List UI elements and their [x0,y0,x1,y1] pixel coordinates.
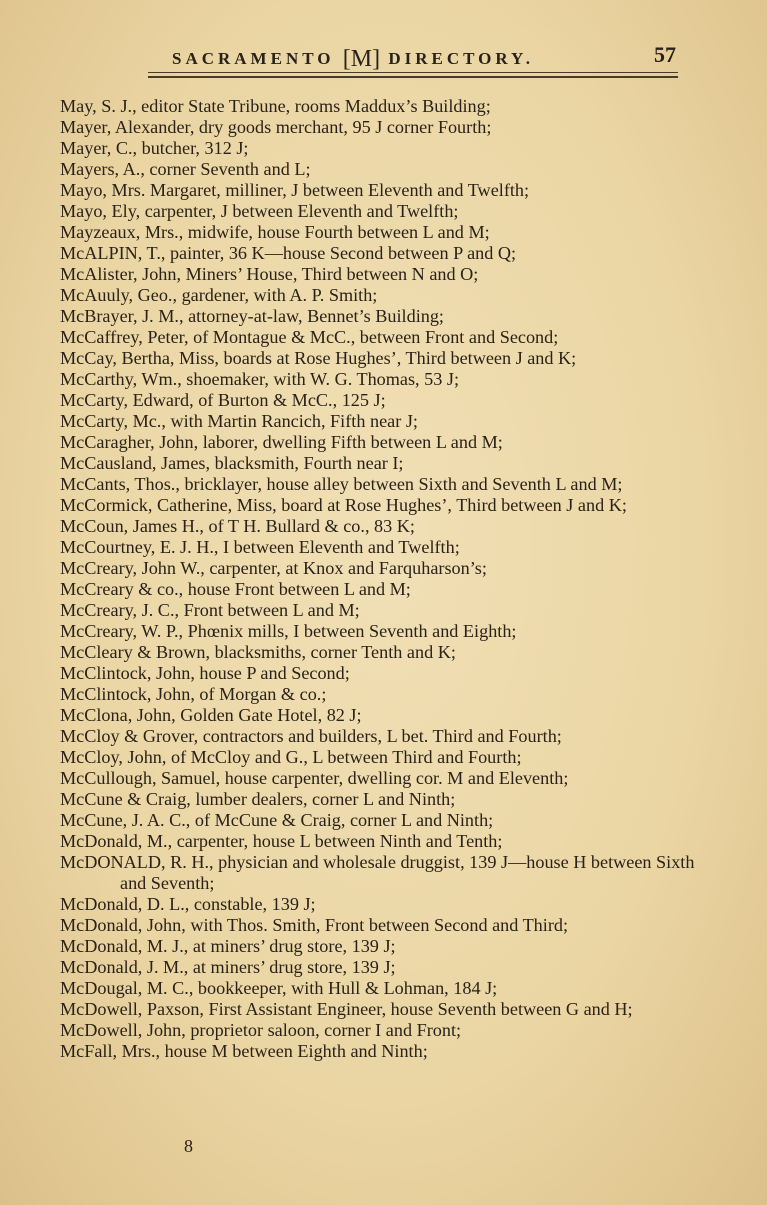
directory-entry: McCarty, Edward, of Burton & McC., 125 J; [60,390,386,410]
directory-entry: McCloy & Grover, contractors and builders, L bet. Third and Fourth; [60,726,562,746]
directory-entry: McCarty, Mc., with Martin Rancich, Fifth near J; [60,411,418,431]
running-head-left: SACRAMENTO [172,49,335,68]
directory-entry: Mayzeaux, Mrs., midwife, house Fourth between L and M; [60,222,490,242]
directory-entry: McAlister, John, Miners’ House, Third between N and O; [60,264,479,284]
directory-entry: May, S. J., editor State Tribune, rooms Maddux’s Building; [60,96,491,116]
directory-entry: McCourtney, E. J. H., I between Eleventh and Twelfth; [60,537,460,557]
directory-entry: McClona, John, Golden Gate Hotel, 82 J; [60,705,362,725]
directory-entry: Mayer, C., butcher, 312 J; [60,138,249,158]
directory-entry: McDougal, M. C., bookkeeper, with Hull & Lohman, 184 J; [60,978,498,998]
page-number: 57 [654,42,676,67]
directory-entry: McCreary & co., house Front between L and M; [60,579,411,599]
running-head [172,46,534,73]
running-head-letter: M [350,46,373,72]
directory-entry: McCreary, W. P., Phœnix mills, I between Seventh and Eighth; [60,621,517,641]
directory-entry: McCreary, John W., carpenter, at Knox and Farquharson’s; [60,558,487,578]
directory-entry: McAuuly, Geo., gardener, with A. P. Smith; [60,285,378,305]
directory-entry: McALPIN, T., painter, 36 K—house Second between P and Q; [60,243,517,263]
directory-entry: McCants, Thos., bricklayer, house alley between Sixth and Seventh L and M; [60,474,623,494]
directory-entry: McCreary, J. C., Front between L and M; [60,600,360,620]
directory-entry: McDonald, John, with Thos. Smith, Front between Second and Third; [60,915,569,935]
directory-entry: McDONALD, R. H., physician and wholesale druggist, 139 J—house H between Sixth and Seventh; [60,852,695,893]
directory-entry: Mayer, Alexander, dry goods merchant, 95 J corner Fourth; [60,117,492,137]
running-head-bracket-open: [ [342,46,351,72]
directory-entry: McClintock, John, of Morgan & co.; [60,684,327,704]
directory-entry: McDonald, J. M., at miners’ drug store, 139 J; [60,957,396,977]
directory-entry: McCormick, Catherine, Miss, board at Rose Hughes’, Third between J and K; [60,495,627,515]
directory-entry: McCoun, James H., of T H. Bullard & co., 83 K; [60,516,415,536]
header-rule-thick [148,76,678,78]
directory-entry: McDonald, M., carpenter, house L between Ninth and Tenth; [60,831,503,851]
directory-entry: Mayo, Mrs. Margaret, milliner, J between Eleventh and Twelfth; [60,180,530,200]
page-header [0,40,767,80]
directory-entry: McCaragher, John, laborer, dwelling Fifth between L and M; [60,432,503,452]
directory-entry: McCune, J. A. C., of McCune & Craig, corner L and Ninth; [60,810,494,830]
running-head-right: DIRECTORY. [388,49,535,68]
running-head-bracket-close: ] [372,46,381,72]
directory-entry: Mayers, A., corner Seventh and L; [60,159,311,179]
directory-entry: McCaffrey, Peter, of Montague & McC., between Front and Second; [60,327,559,347]
directory-entry: McFall, Mrs., house M between Eighth and Ninth; [60,1041,428,1061]
signature-mark: 8 [184,1136,193,1156]
directory-entry: McCleary & Brown, blacksmiths, corner Tenth and K; [60,642,456,662]
directory-entry: McDowell, John, proprietor saloon, corner I and Front; [60,1020,462,1040]
directory-entry: McBrayer, J. M., attorney-at-law, Bennet’s Building; [60,306,444,326]
directory-entry: Mayo, Ely, carpenter, J between Eleventh and Twelfth; [60,201,459,221]
directory-entry: McClintock, John, house P and Second; [60,663,350,683]
directory-entry: McDonald, D. L., constable, 139 J; [60,894,316,914]
directory-entry: McCarthy, Wm., shoemaker, with W. G. Thomas, 53 J; [60,369,460,389]
directory-entry: McCloy, John, of McCloy and G., L between Third and Fourth; [60,747,522,767]
directory-entry: McCay, Bertha, Miss, boards at Rose Hughes’, Third between J and K; [60,348,577,368]
directory-entries [60,96,720,1062]
directory-entry: McCune & Craig, lumber dealers, corner L and Ninth; [60,789,456,809]
directory-entry: McDowell, Paxson, First Assistant Engineer, house Seventh between G and H; [60,999,633,1019]
directory-entry: McDonald, M. J., at miners’ drug store, 139 J; [60,936,396,956]
directory-entry: McCullough, Samuel, house carpenter, dwelling cor. M and Eleventh; [60,768,569,788]
header-rule-thin [148,72,678,73]
directory-entry: McCausland, James, blacksmith, Fourth near I; [60,453,404,473]
